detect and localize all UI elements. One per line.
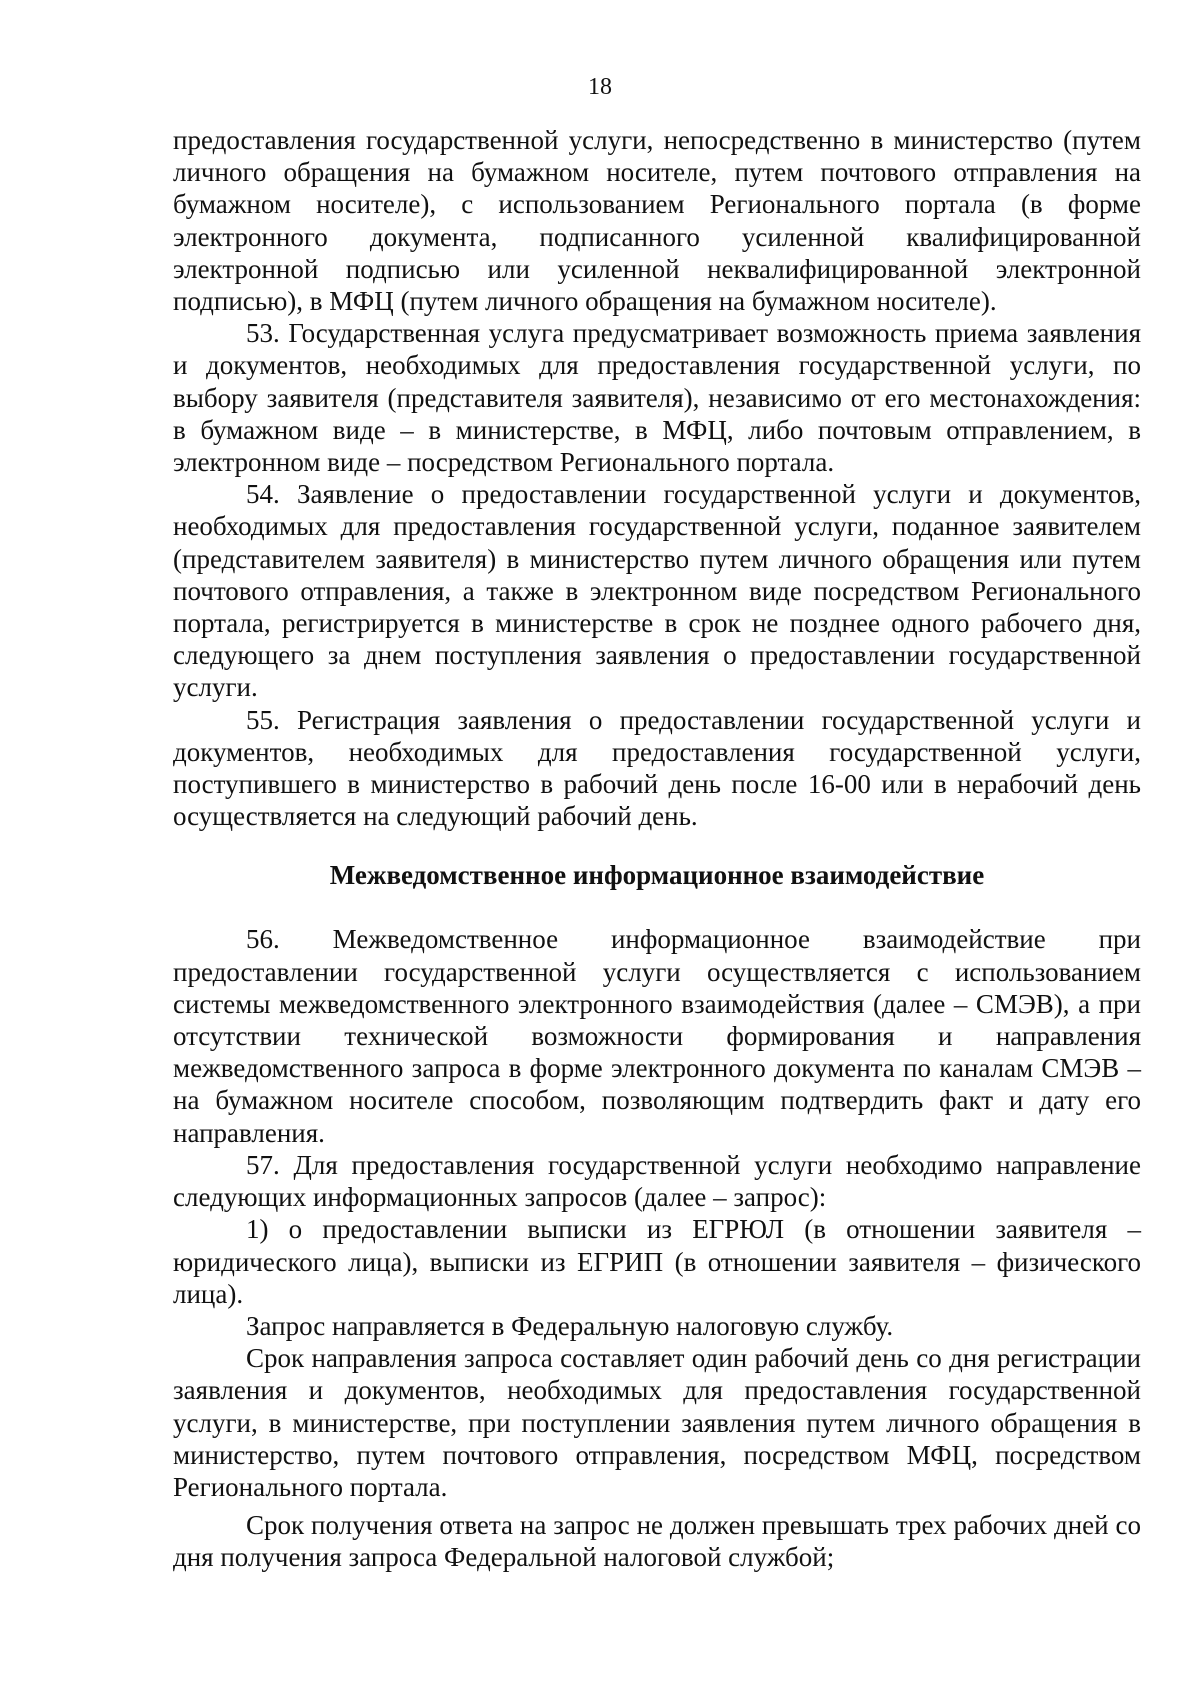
paragraph-fns: Запрос направляется в Федеральную налоговую службу. [246, 1310, 894, 1341]
paragraph-57: 57. Для предоставления государственной услуги необходимо направление следующих информационных запросов (далее – запрос): [173, 1149, 1141, 1213]
paragraph-answer-term: Срок получения ответа на запрос не должен превышать трех рабочих дней со дня получения запроса Федеральной налоговой службой; [173, 1510, 1141, 1573]
paragraph-53: 53. Государственная услуга предусматривает возможность приема заявления и документов, необходимых для предоставления государственной услуги, по выбору заявителя (представителя заявителя), независимо от его местонахождения: в бумажном виде – в министерстве, в МФЦ, либо почтовым отправлением, в электронном виде – посредством Регионального портала. [173, 318, 1141, 478]
document-body [173, 124, 1141, 1574]
section-heading: Межведомственное информационное взаимодействие [329, 860, 985, 891]
paragraph-54: 54. Заявление о предоставлении государственной услуги и документов, необходимых для предоставления государственной услуги, поданное заявителем (представителем заявителя) в министерство путем личного обращения или путем почтового отправления, а также в электронном виде посредством Регионального портала, регистрируется в министерстве в срок не позднее одного рабочего дня, следующего за днем поступления заявления о предоставлении государственной услуги. [173, 479, 1141, 703]
paragraph-56: 56. Межведомственное информационное взаимодействие при предоставлении государственной услуги осуществляется с использованием системы межведомственного электронного взаимодействия (далее – СМЭВ), а при отсутствии технической возможности формирования и направления межведомственного запроса в форме электронного документа по каналам СМЭВ – на бумажном носителе способом, позволяющим подтвердить факт и дату его направления. [173, 924, 1141, 1148]
page-number: 18 [588, 74, 612, 100]
paragraph-send-term: Срок направления запроса составляет один рабочий день со дня регистрации заявления и документов, необходимых для предоставления государственной услуги, в министерстве, при поступлении заявления путем личного обращения в министерство, путем почтового отправления, посредством МФЦ, посредством Регионального портала. [173, 1343, 1141, 1502]
paragraph-55: 55. Регистрация заявления о предоставлении государственной услуги и документов, необходимых для предоставления государственной услуги, поступившего в министерство в рабочий день после 16-00 или в нерабочий день осуществляется на следующий рабочий день. [173, 704, 1141, 832]
paragraph-57-item-1: 1) о предоставлении выписки из ЕГРЮЛ (в отношении заявителя – юридического лица), выписки из ЕГРИП (в отношении заявителя – физического лица). [173, 1214, 1141, 1309]
paragraph-continued: предоставления государственной услуги, непосредственно в министерство (путем личного обращения на бумажном носителе, путем почтового отправления на бумажном носителе), с использованием Регионального портала (в форме электронного документа, подписанного усиленной квалифицированной электронной подписью или усиленной неквалифицированной электронной подписью), в МФЦ (путем личного обращения на бумажном носителе). [173, 125, 1141, 317]
